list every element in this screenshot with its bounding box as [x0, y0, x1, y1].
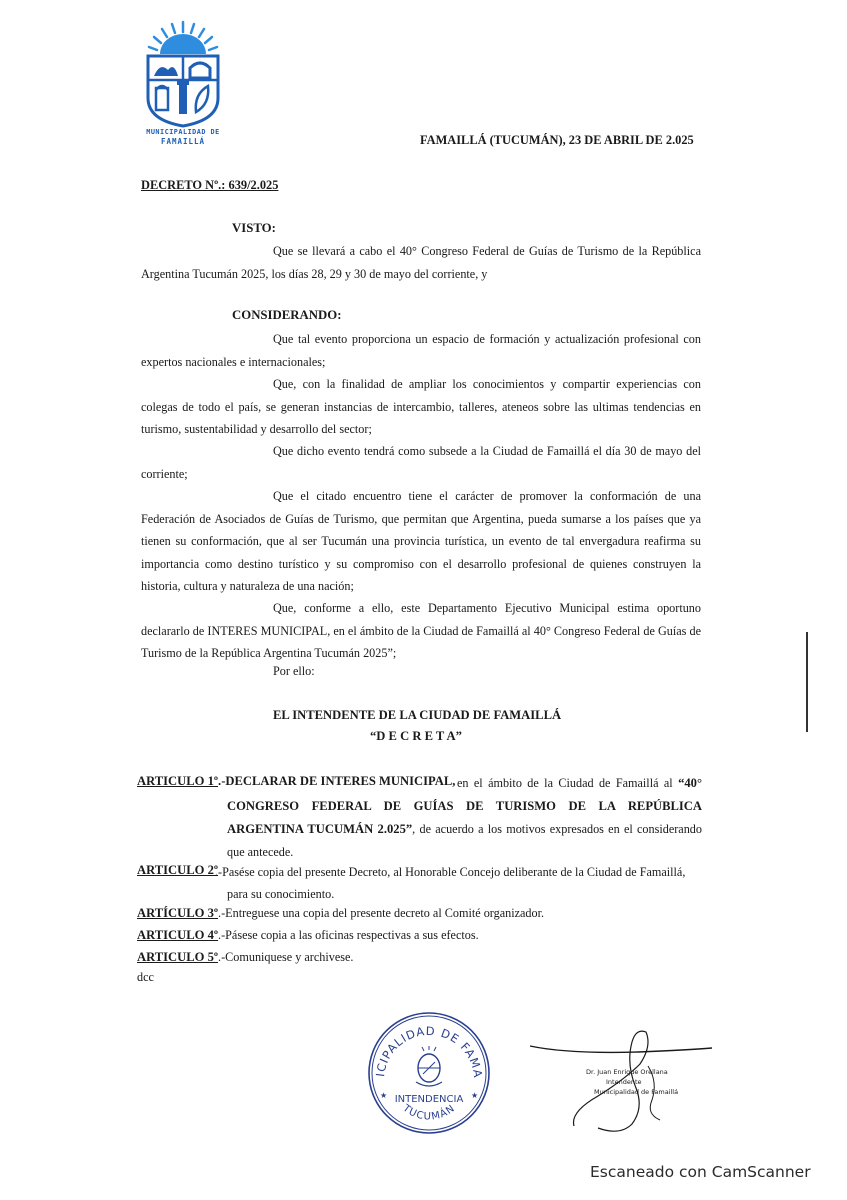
seal-center-text: INTENDENCIA: [394, 1094, 464, 1105]
logo-caption-line2: FAMAILLÁ: [160, 137, 206, 146]
considerando-paragraph-3: Que dicho evento tendrá como subsede a la Ciudad de Famaillá el día 30 de mayo del corriente;: [141, 444, 701, 481]
article-1-label: ARTICULO 1º: [137, 774, 219, 788]
place-date: FAMAILLÁ (TUCUMÁN), 23 DE ABRIL DE 2.025: [420, 133, 694, 147]
scan-edge-line: [806, 632, 808, 732]
considerando-heading: CONSIDERANDO:: [232, 308, 342, 322]
article-2-text: .-Pasése copia del presente Decreto, al Honorable Concejo deliberante de la Ciudad de Famaillá, para su conocimiento.: [215, 865, 686, 901]
decreta-line1: EL INTENDENTE DE LA CIUDAD DE FAMAILLÁ: [273, 708, 562, 722]
article-1-text-b: , de acuerdo a los motivos expresados en el considerando que antecede.: [227, 822, 702, 859]
signatory-title: Intendente: [606, 1078, 642, 1086]
article-5-label: ARTICULO 5º: [137, 950, 219, 964]
signatory-entity: Municipalidad de Famaillá: [594, 1088, 679, 1096]
typist-initials: dcc: [137, 970, 154, 984]
seal-icon: [366, 1010, 492, 1136]
considerando-paragraph-2: Que, con la finalidad de ampliar los conocimientos y compartir experiencias con colegas de todo el país, se generan instancias de intercambio, talleres, ateneos sobre las ultimas tendencias en turismo, sustentabilidad y desarrollo del sector;: [141, 377, 701, 436]
decreta-line2: “D E C R E T A”: [370, 729, 462, 743]
article-3-text: .-Entreguese una copia del presente decreto al Comité organizador.: [218, 906, 545, 920]
signatory-name: Dr. Juan Enrique Orellana: [586, 1068, 668, 1076]
article-4: [137, 926, 479, 944]
coat-of-arms-icon: [138, 18, 228, 130]
signature-block: [528, 1024, 728, 1144]
article-5-text: .-Comuniquese y archivese.: [218, 950, 354, 964]
article-5: [137, 948, 353, 966]
considerando-paragraph-5: Que, conforme a ello, este Departamento Ejecutivo Municipal estima oportuno declararlo de INTERES MUNICIPAL, en el ámbito de la Ciudad de Famaillá al 40° Congreso Federal de Guías de Turismo de la República Argentina Tucumán 2025”;: [141, 601, 701, 660]
seal-bottom-text: TUCUMÁN: [400, 1102, 458, 1123]
svg-text:★: ★: [380, 1091, 388, 1100]
considerando-paragraph-1: Que tal evento proporciona un espacio de formación y actualización profesional con expertos nacionales e internacionales;: [141, 332, 701, 369]
svg-text:TUCUMÁN: [400, 1102, 458, 1122]
article-1-lead: .-DECLARAR DE INTERES MUNICIPAL,: [218, 774, 456, 788]
visto-text: Que se llevará a cabo el 40° Congreso Federal de Guías de Turismo de la República Argentina Tucumán 2025, los días 28, 29 y 30 de mayo del corriente, y: [141, 244, 701, 281]
municipal-logo: [138, 18, 228, 148]
article-3: [137, 904, 544, 922]
article-2-label: ARTICULO 2º: [137, 863, 219, 877]
svg-text:MUNICIPALIDAD DE FAMAILLÁ: [366, 1010, 485, 1079]
article-1-text-a: en el ámbito de la Ciudad de Famaillá al: [457, 776, 679, 790]
article-4-text: .-Pásese copia a las oficinas respectivas a sus efectos.: [218, 928, 479, 942]
decree-number: DECRETO Nº.: 639/2.025: [141, 178, 279, 192]
article-1-congress-name: “40° CONGRESO FEDERAL DE GUÍAS DE TURISMO DE LA REPÚBLICA ARGENTINA TUCUMÁN 2.025”: [227, 776, 702, 836]
visto-heading: VISTO:: [232, 221, 276, 235]
article-3-label: ARTÍCULO 3º: [137, 906, 219, 920]
logo-caption-line1: MUNICIPALIDAD DE: [146, 128, 220, 136]
svg-text:★: ★: [471, 1091, 479, 1100]
seal-top-text: ICIPALIDAD DE FAMA: [373, 1023, 486, 1080]
considerando-paragraph-4: Que el citado encuentro tiene el carácter de promover la conformación de una Federación de Asociados de Guías de Turismo, que permitan que Argentina, pueda sumarse a los países que ya tienen su conformación, que al ser Tucumán una provincia turística, un evento de tal envergadura reafirma su importancia como destino turístico y su compromiso con el desarrollo profesional de quienes construyen la historia, cultura y naturaleza de una nación;: [141, 489, 701, 593]
por-ello: Por ello:: [273, 664, 315, 678]
official-seal: [366, 1010, 492, 1136]
article-4-label: ARTICULO 4º: [137, 928, 219, 942]
scanner-watermark: Escaneado con CamScanner: [590, 1163, 811, 1181]
